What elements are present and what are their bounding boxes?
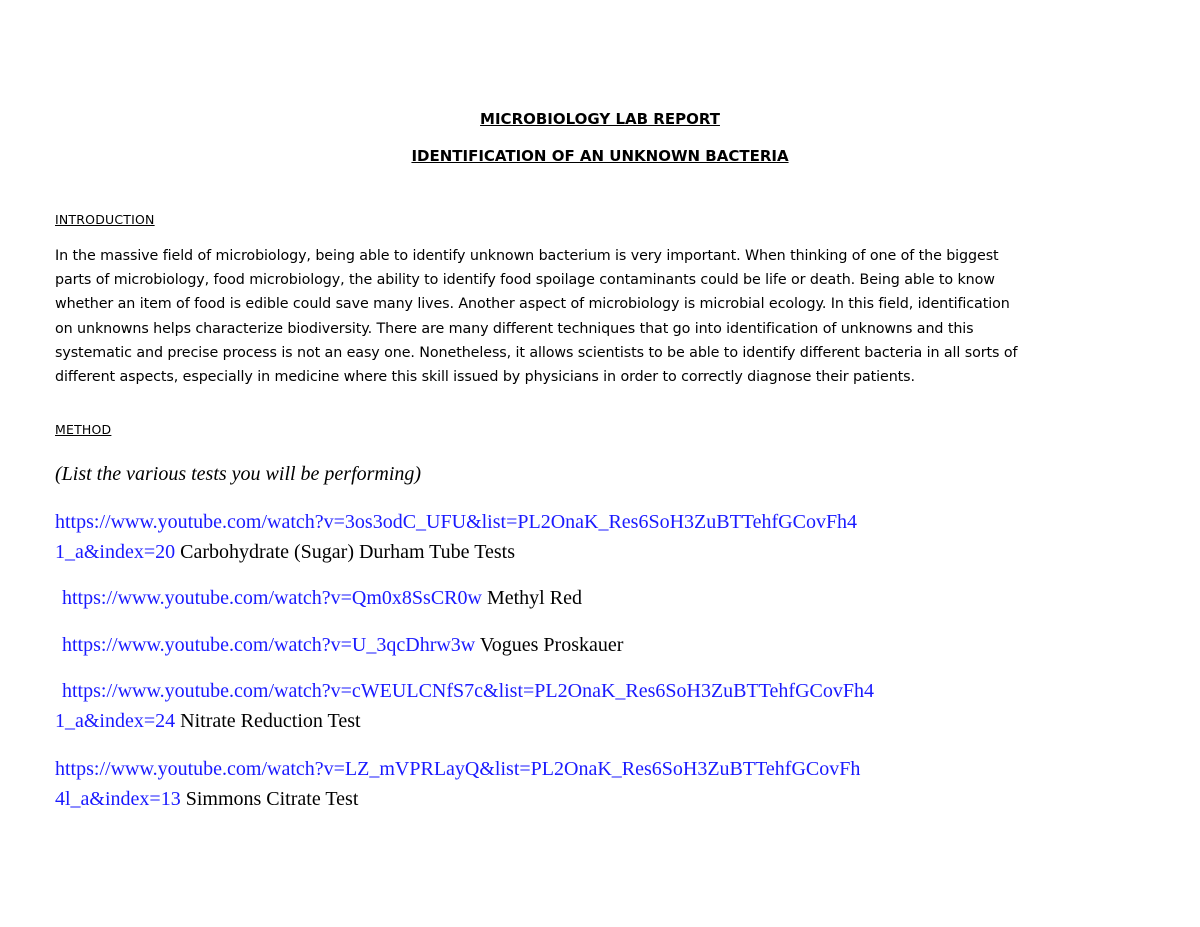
reference-title: Methyl Red (486, 587, 582, 609)
reference-link[interactable]: https://www.youtube.com/watch?v=LZ_mVPRLayQ&list=PL2OnaK_Res6SoH3ZuBTTehfGCovFh (55, 758, 861, 780)
report-subtitle: IDENTIFICATION OF AN UNKNOWN BACTERIA (411, 147, 789, 165)
reference-nitrate-reduction (55, 677, 875, 736)
introduction-line: systematic and precise process is not an easy one. Nonetheless, it allows scientists to be able to identify different bacteria in all sorts of (55, 344, 1018, 361)
report-title: MICROBIOLOGY LAB REPORT (480, 110, 720, 128)
reference-title: Nitrate Reduction Test (180, 709, 361, 732)
introduction-line: on unknowns helps characterize biodiversity. There are many different techniques that go into identification of unknowns and this (55, 320, 974, 337)
introduction-line: parts of microbiology, food microbiology, the ability to identify food spoilage contaminants could be life or death. Being able to know (55, 272, 995, 289)
reference-title: Vogues Proskauer (479, 634, 624, 656)
reference-methyl-red (62, 584, 582, 614)
reference-link[interactable]: https://www.youtube.com/watch?v=cWEULCNfS7c&list=PL2OnaK_Res6SoH3ZuBTTehfGCovFh4 (62, 680, 875, 702)
reference-carbohydrate (55, 508, 857, 567)
reference-link[interactable]: https://www.youtube.com/watch?v=U_3qcDhrw3w (62, 634, 476, 656)
reference-title: Carbohydrate (Sugar) Durham Tube Tests (180, 540, 516, 563)
introduction-line: different aspects, especially in medicine where this skill issued by physicians in order to correctly diagnose their patients. (55, 369, 915, 386)
reference-title: Simmons Citrate Test (185, 787, 359, 810)
method-instruction: (List the various tests you will be performing) (55, 463, 422, 485)
reference-link-continued[interactable]: 1_a&index=20 (55, 540, 176, 563)
reference-simmons-citrate (55, 755, 860, 814)
introduction-heading: INTRODUCTION (55, 212, 155, 227)
introduction-line: In the massive field of microbiology, being able to identify unknown bacterium is very important. When thinking of one of the biggest (55, 248, 999, 264)
introduction-line: whether an item of food is edible could save many lives. Another aspect of microbiology is microbial ecology. In this field, identification (55, 296, 1010, 313)
reference-voges-proskauer (62, 631, 623, 661)
reference-link-continued[interactable]: 4l_a&index=13 (55, 787, 181, 810)
method-heading: METHOD (55, 422, 112, 437)
reference-link[interactable]: https://www.youtube.com/watch?v=3os3odC_UFU&list=PL2OnaK_Res6SoH3ZuBTTehfGCovFh4 (55, 511, 858, 533)
reference-link[interactable]: https://www.youtube.com/watch?v=Qm0x8SsCR0w (62, 587, 482, 609)
introduction-paragraph (55, 244, 1155, 389)
reference-link-continued[interactable]: 1_a&index=24 (55, 709, 176, 732)
